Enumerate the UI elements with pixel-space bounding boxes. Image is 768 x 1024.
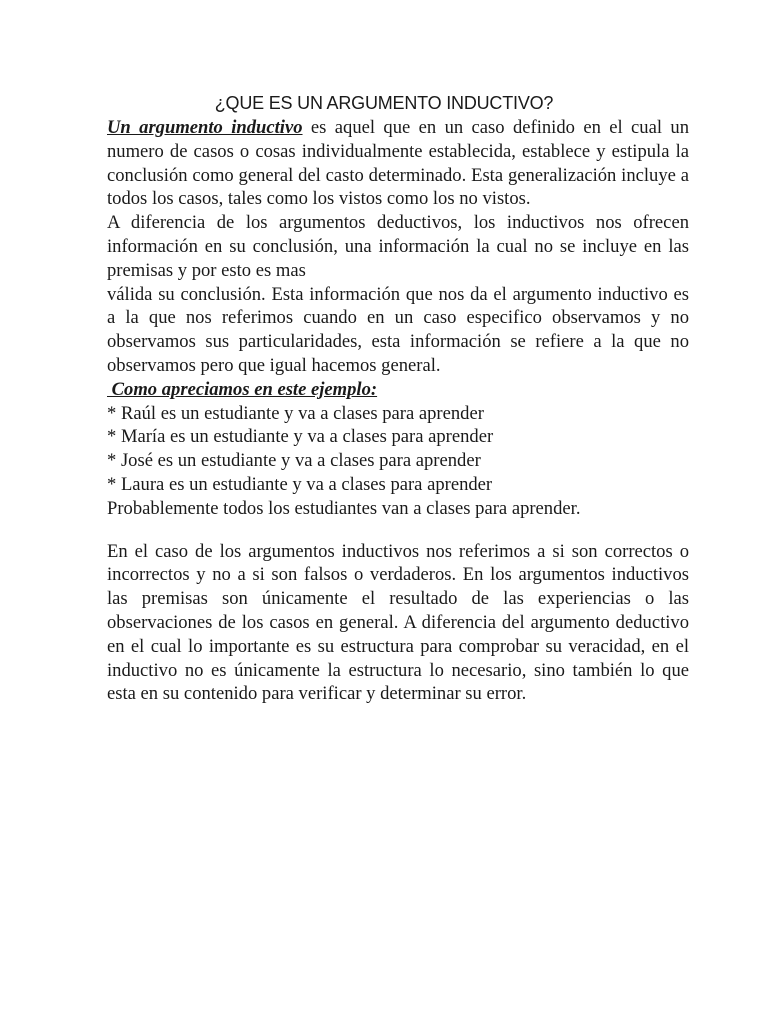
paragraph-correctness: En el caso de los argumentos inductivos nos referimos a si son correctos o incorrectos y no a si son falsos o verdaderos. En los argumentos inductivos las premisas son únicamente el resultado de las experiencias o las observaciones de los casos en general. A diferencia del argumento deductivo en el cual lo importante es su estructura para comprobar su veracidad, en el inductivo no es únicamente la estructura lo necesario, sino también lo que esta en su contenido para verificar y determinar su error. xyxy=(107,540,689,705)
paragraph-definition xyxy=(107,116,689,211)
paragraph-gap xyxy=(107,521,689,540)
example-item: * Laura es un estudiante y va a clases para aprender xyxy=(107,473,493,495)
paragraph-difference: A diferencia de los argumentos deductivos, los inductivos nos ofrecen información en su conclusión, una información la cual no se incluye en las premisas y por esto es mas xyxy=(107,212,689,281)
document-title: ¿QUE ES UN ARGUMENTO INDUCTIVO? xyxy=(214,93,554,113)
defined-term: Un argumento inductivo xyxy=(107,117,303,138)
example-heading: Como apreciamos en este ejemplo: xyxy=(107,378,378,400)
paragraph-validity: válida su conclusión. Esta información que nos da el argumento inductivo es a la que nos referimos cuando en un caso especifico observamos y no observamos sus particularidades, esta información se refiere a la que no observamos pero que igual hacemos general. xyxy=(107,283,689,376)
definition-text: es aquel que en un caso definido en el cual un numero de casos o cosas individualmente establecida, establece y estipula la conclusión como general del casto determinado. Esta generalización incluye a todos los casos, tales como los vistos como los no vistos. xyxy=(107,117,689,210)
example-conclusion: Probablemente todos los estudiantes van a clases para aprender. xyxy=(107,497,581,519)
document-body xyxy=(107,116,689,706)
example-item: * María es un estudiante y va a clases para aprender xyxy=(107,426,494,448)
example-item: * José es un estudiante y va a clases para aprender xyxy=(107,450,481,472)
example-item: * Raúl es un estudiante y va a clases para aprender xyxy=(107,402,484,424)
